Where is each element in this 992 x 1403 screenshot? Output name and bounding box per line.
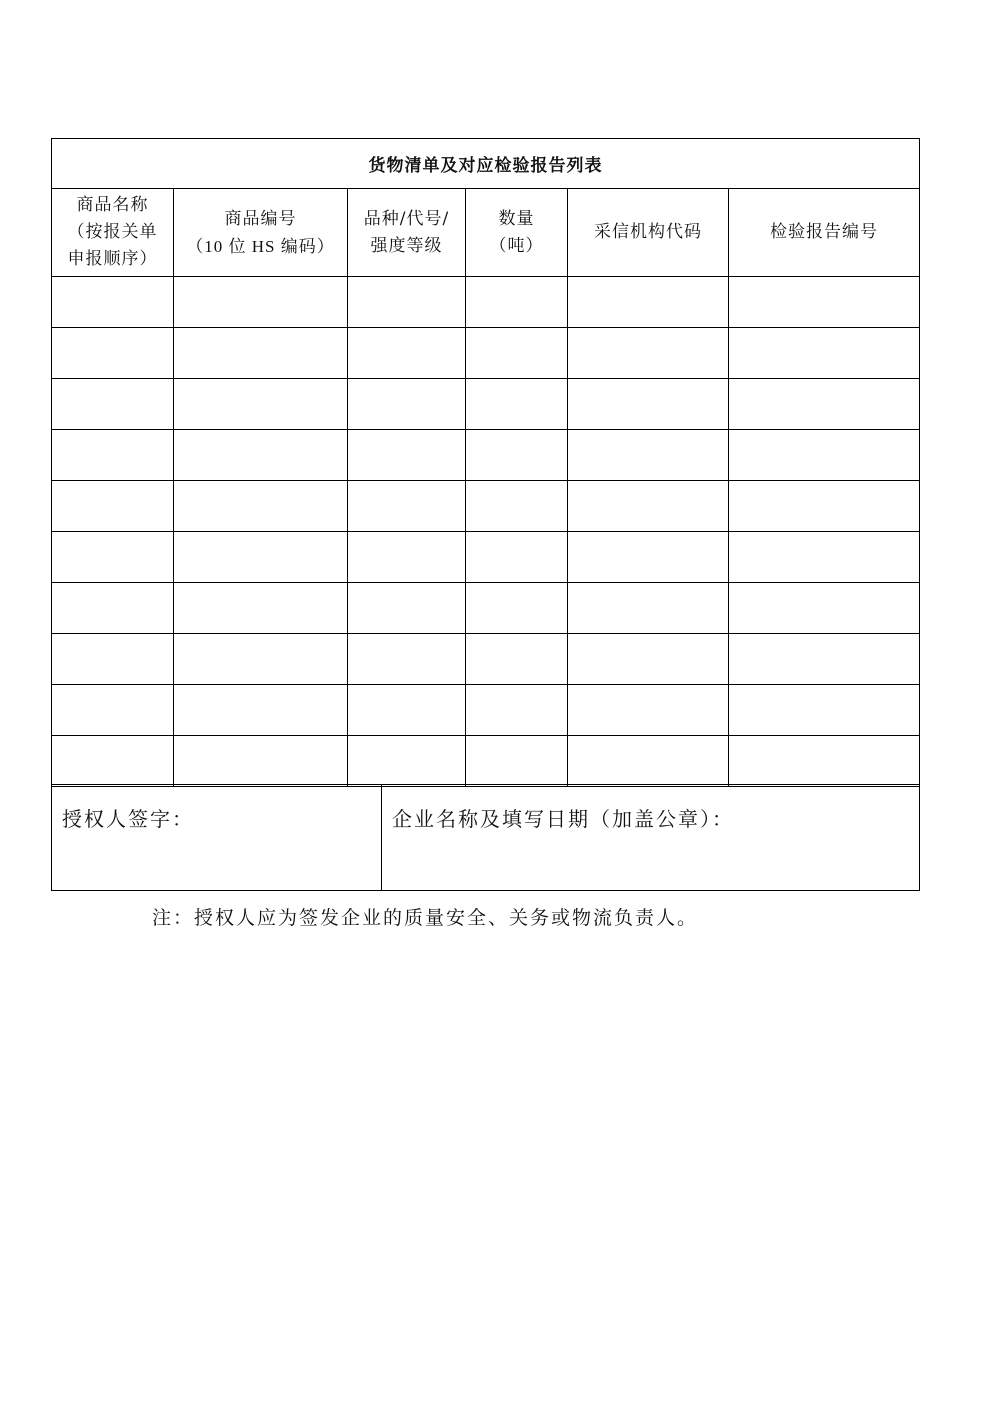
table-cell[interactable] — [348, 532, 466, 583]
table-cell[interactable] — [466, 736, 568, 787]
table-cell[interactable] — [52, 736, 174, 787]
table-cell[interactable] — [568, 328, 729, 379]
table-cell[interactable] — [568, 685, 729, 736]
table-cell[interactable] — [174, 430, 348, 481]
table-cell[interactable] — [52, 277, 174, 328]
table-cell[interactable] — [466, 481, 568, 532]
table-cell[interactable] — [466, 583, 568, 634]
footnote: 注：授权人应为签发企业的质量安全、关务或物流负责人。 — [152, 907, 699, 929]
header-product-code — [174, 189, 348, 277]
header-quantity — [466, 189, 568, 277]
table-cell[interactable] — [174, 685, 348, 736]
header-line: 商品名称 — [76, 195, 149, 215]
table-cell[interactable] — [348, 685, 466, 736]
company-date-label: 企业名称及填写日期（加盖公章）： — [392, 807, 734, 831]
table-cell[interactable] — [174, 277, 348, 328]
table-cell[interactable] — [729, 379, 920, 430]
table-body — [52, 277, 920, 787]
table-title: 货物清单及对应检验报告列表 — [52, 139, 920, 189]
table-cell[interactable] — [466, 685, 568, 736]
table-row — [52, 634, 920, 685]
table-cell[interactable] — [174, 481, 348, 532]
table-cell[interactable] — [568, 634, 729, 685]
table-cell[interactable] — [348, 328, 466, 379]
table-row — [52, 685, 920, 736]
table-row — [52, 583, 920, 634]
table-cell[interactable] — [568, 430, 729, 481]
header-line: （按报关单 — [67, 222, 158, 242]
table-cell[interactable] — [52, 379, 174, 430]
table-row — [52, 736, 920, 787]
table-cell[interactable] — [568, 532, 729, 583]
header-line: 检验报告编号 — [770, 222, 879, 242]
table-cell[interactable] — [729, 634, 920, 685]
table-cell[interactable] — [568, 583, 729, 634]
table-cell[interactable] — [174, 736, 348, 787]
table-cell[interactable] — [174, 532, 348, 583]
table-row — [52, 430, 920, 481]
table-cell[interactable] — [348, 430, 466, 481]
table-cell[interactable] — [729, 532, 920, 583]
table-cell[interactable] — [466, 532, 568, 583]
table-cell[interactable] — [729, 277, 920, 328]
table-row — [52, 328, 920, 379]
table-cell[interactable] — [174, 328, 348, 379]
header-line: 强度等级 — [370, 235, 443, 256]
table-cell[interactable] — [348, 277, 466, 328]
table-cell[interactable] — [174, 583, 348, 634]
header-line: （吨） — [489, 235, 544, 256]
table-cell[interactable] — [174, 379, 348, 430]
table-cell[interactable] — [348, 634, 466, 685]
table-cell[interactable] — [466, 379, 568, 430]
table-cell[interactable] — [348, 379, 466, 430]
table-cell[interactable] — [52, 430, 174, 481]
header-line: 商品编号 — [224, 208, 297, 229]
header-line: 采信机构代码 — [594, 222, 702, 242]
table-cell[interactable] — [52, 481, 174, 532]
table-cell[interactable] — [729, 736, 920, 787]
table-cell[interactable] — [729, 685, 920, 736]
header-line: 品种/代号/ — [363, 208, 450, 229]
table-cell[interactable] — [729, 481, 920, 532]
table-cell[interactable] — [568, 481, 729, 532]
signature-label: 授权人签字： — [62, 807, 194, 831]
table-cell[interactable] — [348, 736, 466, 787]
table-cell[interactable] — [729, 328, 920, 379]
header-institution-code — [568, 189, 729, 277]
table-cell[interactable] — [568, 736, 729, 787]
table-cell[interactable] — [568, 379, 729, 430]
table-cell[interactable] — [729, 583, 920, 634]
table-cell[interactable] — [466, 328, 568, 379]
table-cell[interactable] — [52, 685, 174, 736]
header-row — [52, 189, 920, 277]
goods-inspection-table — [51, 138, 920, 787]
header-product-name — [52, 189, 174, 277]
table-cell[interactable] — [174, 634, 348, 685]
table-cell[interactable] — [348, 481, 466, 532]
table-row — [52, 277, 920, 328]
header-line: （10 位 HS 编码） — [186, 236, 335, 256]
table-cell[interactable] — [466, 277, 568, 328]
header-variety-grade — [348, 189, 466, 277]
table-cell[interactable] — [466, 430, 568, 481]
header-report-number — [729, 189, 920, 277]
table-cell[interactable] — [466, 634, 568, 685]
signature-field[interactable] — [52, 785, 382, 891]
table-cell[interactable] — [52, 532, 174, 583]
table-cell[interactable] — [729, 430, 920, 481]
header-line: 申报顺序） — [67, 249, 158, 269]
table-row — [52, 481, 920, 532]
table-cell[interactable] — [52, 328, 174, 379]
table-cell[interactable] — [52, 634, 174, 685]
header-line: 数量 — [498, 208, 535, 229]
table-row — [52, 379, 920, 430]
table-cell[interactable] — [348, 583, 466, 634]
table-row — [52, 532, 920, 583]
company-date-field[interactable] — [382, 785, 920, 891]
footer-table — [51, 784, 920, 891]
table-cell[interactable] — [568, 277, 729, 328]
table-cell[interactable] — [52, 583, 174, 634]
